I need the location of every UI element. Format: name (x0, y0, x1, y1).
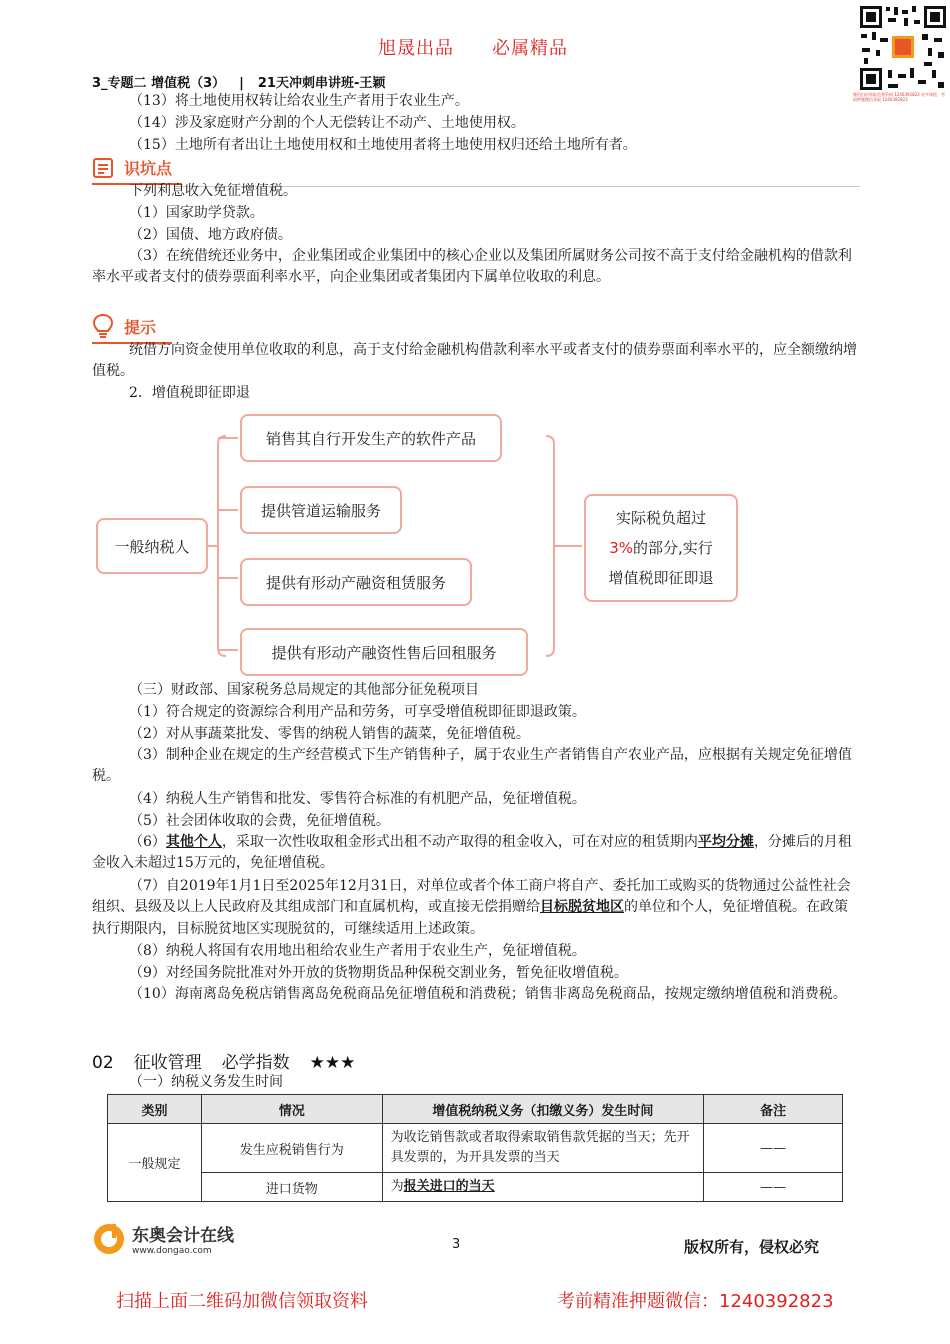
section3-title: （三）财政部、国家税务总局规定的其他部分征免税项目 (129, 682, 479, 698)
page-number: 3 (452, 1237, 461, 1252)
list-item: （13）将土地使用权转让给农业生产者用于农业生产。 (129, 93, 469, 109)
tip-title: 提示 (124, 317, 157, 337)
bottom-left-note: 扫描上面二维码加微信领取资料 (116, 1291, 368, 1312)
pit-title: 识坑点 (124, 159, 173, 178)
page-header (92, 72, 385, 91)
item6-middle: ，采取一次性收取租金形式出租不动产取得的租金收入，可在对应的租赁期内 (221, 834, 698, 850)
result-percent: 3% (609, 539, 633, 557)
tip-section-header (92, 313, 156, 339)
pit-item: （2）国债、地方政府债。 (129, 227, 292, 243)
notebook-icon (92, 157, 114, 179)
col-header: 类别 (108, 1095, 202, 1124)
pit-item: （1）国家助学贷款。 (129, 205, 264, 221)
section02-subheading: （一）纳税义务发生时间 (129, 1074, 283, 1090)
footer-brand: 东奥会计在线 (132, 1226, 234, 1246)
item6-prefix: （6） (129, 834, 166, 850)
time-cell (382, 1173, 704, 1202)
category-cell: 一般规定 (108, 1124, 202, 1202)
pit-section-header (92, 156, 172, 179)
item7-suffix: 的单位和个人，免征增值税。在政策执行期限内，目标脱贫地区实现脱贫的，可继续适用上述政策。 (92, 899, 848, 937)
header-title: 3_专题二 增值税（3） (92, 76, 226, 91)
list-item: （15）土地所有者出让土地使用权和土地使用者将土地使用权归还给土地所有者。 (129, 137, 637, 153)
diagram-item-software: 销售其自行开发生产的软件产品 (240, 414, 502, 462)
section3-item: （8）纳税人将国有农用地出租给农业生产者用于农业生产，免征增值税。 (129, 943, 586, 959)
section02-number: 02 (92, 1053, 114, 1073)
result-node (584, 494, 738, 602)
section02-heading (92, 1048, 375, 1073)
item6-highlight-amortize: 平均分摊 (697, 834, 754, 850)
pit-item: （3）在统借统还业务中，企业集团或企业集团中的核心企业以及集团所属财务公司按不高于支付给金融机构的借款利率水平或者支付的债券票面利率水平，向企业集团或者集团内下属单位收取的利息。 (92, 248, 852, 286)
taxpayer-node: 一般纳税人 (96, 518, 208, 574)
tip-subheading: 2．增值税即征即退 (129, 385, 250, 401)
section02-title: 征收管理 (133, 1053, 202, 1073)
section3-item: （3）制种企业在规定的生产经营模式下生产销售种子，属于农业生产者销售自产农业产品，应根据有关规定免征增值税。 (92, 747, 852, 785)
section3-item: （9）对经国务院批准对外开放的货物期货品种保税交割业务，暂免征收增值税。 (129, 965, 628, 981)
list-item: （14）涉及家庭财产分割的个人无偿转让不动产、土地使用权。 (129, 115, 525, 131)
diagram-item-leaseback: 提供有形动产融资性售后回租服务 (240, 628, 528, 676)
time-cell: 为收讫销售款或者取得索取销售款凭据的当天；先开具发票的，为开具发票的当天 (382, 1124, 704, 1173)
situation-cell: 发生应税销售行为 (201, 1124, 382, 1173)
col-header: 备注 (704, 1095, 843, 1124)
tax-obligation-table (107, 1094, 843, 1202)
lightbulb-icon (92, 313, 114, 339)
time-highlight: 报关进口的当天 (403, 1179, 495, 1194)
result-line3: 增值税即征即退 (608, 569, 714, 587)
section3-item: （1）符合规定的资源综合利用产品和劳务，可享受增值税即征即退政策。 (129, 704, 586, 720)
copyright: 版权所有，侵权必究 (684, 1238, 820, 1256)
banner-left: 旭晟出品 (378, 38, 454, 59)
situation-cell: 进口货物 (201, 1173, 382, 1202)
result-line2 (609, 533, 713, 563)
note-cell: —— (704, 1124, 843, 1173)
time-prefix: 为 (390, 1179, 404, 1194)
diagram-item-leasing: 提供有形动产融资租赁服务 (240, 558, 472, 606)
note-cell: —— (704, 1173, 843, 1202)
table-row (108, 1173, 843, 1202)
col-header: 增值税纳税义务（扣缴义务）发生时间 (382, 1095, 704, 1124)
bottom-right-note: 考前精准押题微信：1240392823 (557, 1291, 834, 1312)
pit-intro: 下列利息收入免征增值税。 (129, 183, 297, 199)
tip-text: 统借方向资金使用单位收取的利息，高于支付给金融机构借款利率水平或者支付的债券票面利率水平的，应全额缴纳增值税。 (92, 342, 857, 380)
top-banner (378, 34, 606, 60)
vat-refund-diagram (92, 410, 860, 680)
qr-caption: 微信扫码领取免费资料 1240392823 更多课程，考前押题微信获取 1240392823 (853, 92, 945, 102)
section3-item: （5）社会团体收取的会费，免征增值税。 (129, 813, 390, 829)
footer-logo (92, 1221, 234, 1256)
banner-right: 必属精品 (492, 38, 568, 59)
result-line2-rest: 的部分,实行 (633, 539, 713, 557)
table-header-row (108, 1095, 843, 1124)
diagram-item-pipeline: 提供管道运输服务 (240, 486, 402, 534)
section02-stars: ★★★ (309, 1053, 356, 1073)
header-course: 21天冲刺串讲班-王颖 (257, 76, 386, 91)
footer-url[interactable]: www.dongao.com (132, 1246, 212, 1256)
col-header: 情况 (201, 1095, 382, 1124)
item7-highlight-region: 目标脱贫地区 (540, 899, 624, 916)
section3-item: （2）对从事蔬菜批发、零售的纳税人销售的蔬菜，免征增值税。 (129, 726, 530, 742)
result-line1: 实际税负超过 (615, 509, 706, 527)
section3-item: （10）海南离岛免税店销售离岛免税商品免征增值税和消费税；销售非离岛免税商品，按规定缴纳增值税和消费税。 (129, 986, 847, 1002)
item6-suffix: ，分摊后的月租金收入未超过15万元的，免征增值税。 (92, 834, 852, 872)
header-separator: | (239, 76, 244, 91)
section3-item: （4）纳税人生产销售和批发、零售符合标准的有机肥产品，免征增值税。 (129, 791, 586, 807)
section3-item-6 (92, 832, 860, 875)
dongao-logo-icon (92, 1222, 126, 1256)
section02-label: 必学指数 (221, 1053, 290, 1073)
section3-item-7 (92, 876, 860, 940)
qr-code[interactable] (858, 4, 948, 92)
item6-highlight-individual: 其他个人 (165, 834, 222, 850)
item7-prefix: （7）自2019年1月1日至2025年12月31日，对单位或者个体工商户将自产、委托加工或购买的货物通过公益性社会组织、县级及以上人民政府及其组成部门和直属机构，或直接无偿捐赠给 (92, 878, 851, 916)
table-row (108, 1124, 843, 1173)
